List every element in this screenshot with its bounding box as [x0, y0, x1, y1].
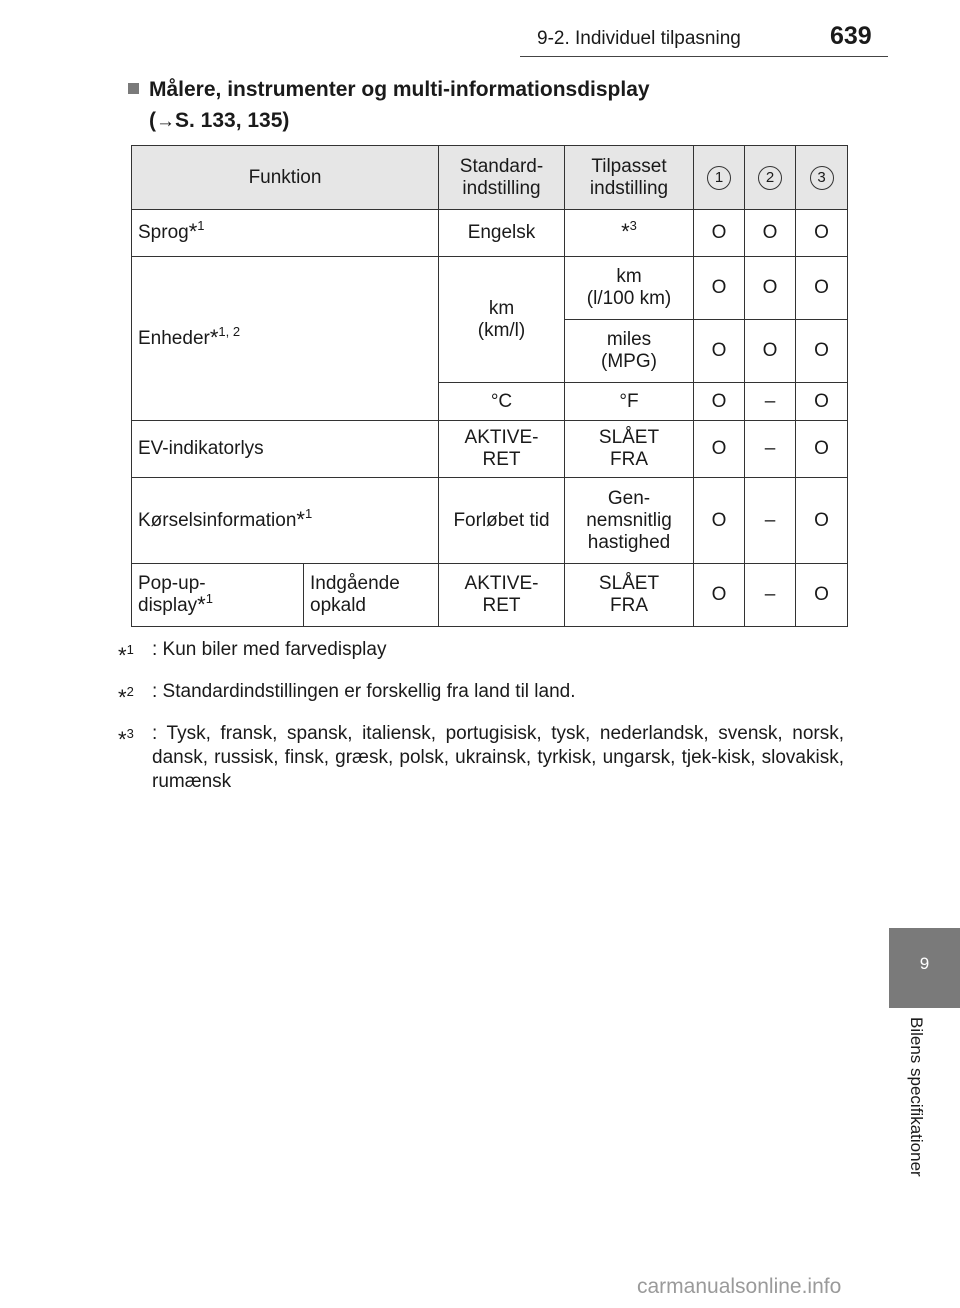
footnote: *$^2$ : Standardindstillingen er forskellig fra land til land. [118, 681, 576, 710]
row-custom: Gen- nemsnitlig hastighed [565, 478, 694, 564]
row-cell-2: – [745, 564, 796, 627]
row-function: EV-indikatorlys [132, 421, 439, 478]
table-row [132, 210, 848, 257]
row-custom: km (l/100 km) [565, 257, 694, 320]
row-cell-2: – [745, 383, 796, 421]
row-cell-2: O [745, 210, 796, 257]
settings-table [131, 145, 848, 627]
row-function: Kørselsinformation$^{*^1}$ [132, 478, 439, 564]
row-cell-1: O [694, 564, 745, 627]
row-cell-3: O [796, 320, 848, 383]
row-cell-2: O [745, 257, 796, 320]
table-header-row [132, 146, 848, 210]
chapter-tab-number: 9 [919, 954, 930, 973]
row-standard: km (km/l) [439, 257, 565, 383]
table-row [132, 478, 848, 564]
circled-one-icon: 1 [707, 166, 731, 190]
square-bullet-icon [128, 83, 139, 94]
header-col-2 [745, 146, 796, 210]
row-custom: SLÅET FRA [565, 421, 694, 478]
chapter-tab[interactable] [889, 928, 960, 1008]
section-heading-text: Målere, instrumenter og multi-informationsdisplay [149, 78, 650, 101]
row-cell-3: O [796, 383, 848, 421]
row-cell-2: – [745, 478, 796, 564]
footnote: *$^3$ : Tysk, fransk, spansk, italiensk, portugisisk, tysk, nederlandsk, svensk, norsk, dansk, russisk, finsk, græsk, polsk, ukrainsk, tyrkisk, ungarsk, tjek-kisk, slovakisk, rumænsk [118, 723, 844, 792]
row-cell-1: O [694, 421, 745, 478]
table-row [132, 564, 848, 627]
row-cell-2: – [745, 421, 796, 478]
row-custom: miles (MPG) [565, 320, 694, 383]
row-function: Pop-up- display$^{*^1}$ [132, 564, 304, 627]
row-cell-2: O [745, 320, 796, 383]
row-custom: *3 [565, 210, 694, 257]
footnotes [118, 638, 844, 804]
row-cell-1: O [694, 383, 745, 421]
header-standard: Standard- indstilling [439, 146, 565, 210]
row-function: Sprog$^{*^1}$ [132, 210, 439, 257]
circled-three-icon: 3 [810, 166, 834, 190]
table-row [132, 421, 848, 478]
page-reference[interactable]: (→S. 133, 135) [149, 109, 290, 132]
header-function: Funktion [132, 146, 439, 210]
row-standard: °C [439, 383, 565, 421]
row-subfunction: Indgående opkald [304, 564, 439, 627]
row-cell-1: O [694, 257, 745, 320]
row-cell-3: O [796, 257, 848, 320]
row-standard: Forløbet tid [439, 478, 565, 564]
table-row [132, 257, 848, 320]
section-heading [128, 74, 650, 137]
row-custom: SLÅET FRA [565, 564, 694, 627]
header-col-3 [796, 146, 848, 210]
row-cell-1: O [694, 478, 745, 564]
row-standard: AKTIVE- RET [439, 421, 565, 478]
row-cell-1: O [694, 210, 745, 257]
row-cell-3: O [796, 210, 848, 257]
row-standard: Engelsk [439, 210, 565, 257]
row-cell-3: O [796, 564, 848, 627]
row-cell-3: O [796, 421, 848, 478]
row-cell-3: O [796, 478, 848, 564]
chapter-tab-label: Bilens specifikationer [907, 1017, 926, 1177]
header-custom: Tilpasset indstilling [565, 146, 694, 210]
footnote: *$^1$ : Kun biler med farvedisplay [118, 639, 387, 668]
row-standard: AKTIVE- RET [439, 564, 565, 627]
row-custom: °F [565, 383, 694, 421]
header-divider [520, 56, 888, 57]
circled-two-icon: 2 [758, 166, 782, 190]
header-col-1 [694, 146, 745, 210]
arrow-right-icon: → [156, 111, 175, 132]
chapter-title: 9-2. Individuel tilpasning [537, 28, 741, 49]
row-function: Enheder$^{*^{1, 2}}$ [132, 257, 439, 421]
row-cell-1: O [694, 320, 745, 383]
watermark: carmanualsonline.info [637, 1275, 842, 1298]
page-number: 639 [830, 22, 872, 50]
